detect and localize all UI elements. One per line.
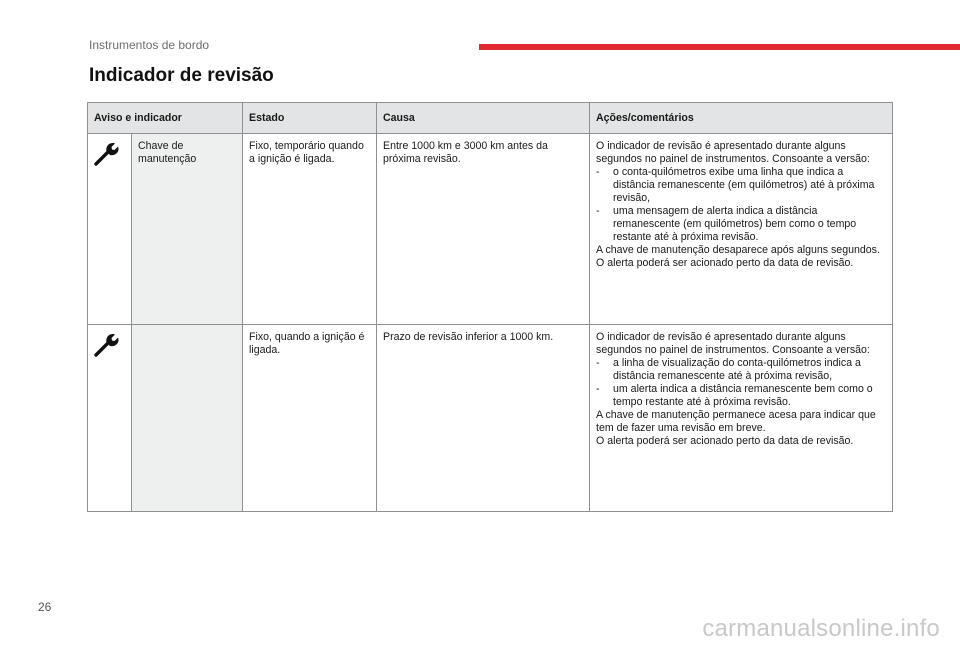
actions-note: A chave de manutenção permanece acesa para indicar que tem de fazer uma revisão em breve. (596, 409, 876, 434)
list-item: - uma mensagem de alerta indica a distância remanescente (em quilómetros) bem como o tempo restante até à próxima revisão. (596, 205, 886, 244)
state-cell: Fixo, quando a ignição é ligada. (243, 325, 377, 512)
actions-note: O alerta poderá ser acionado perto da data de revisão. (596, 257, 854, 269)
cause-cell: Entre 1000 km e 3000 km antes da próxima revisão. (377, 134, 590, 325)
column-header-state: Estado (243, 103, 377, 134)
wrench-icon (94, 331, 120, 357)
section-accent-bar (479, 44, 960, 50)
actions-cell (590, 325, 893, 512)
indicator-name: Chave de manutenção (132, 134, 243, 325)
actions-note: O alerta poderá ser acionado perto da data de revisão. (596, 435, 854, 447)
table-row (88, 325, 893, 512)
list-item: - o conta-quilómetros exibe uma linha que indica a distância remanescente (em quilómetros) até à próxima revisão, (596, 166, 886, 205)
cause-cell: Prazo de revisão inferior a 1000 km. (377, 325, 590, 512)
service-indicator-table (87, 102, 893, 512)
indicator-name (132, 325, 243, 512)
page-number: 26 (38, 600, 52, 614)
state-cell: Fixo, temporário quando a ignição é ligada. (243, 134, 377, 325)
icon-cell (88, 134, 132, 325)
list-item: - a linha de visualização do conta-quilómetros indica a distância remanescente até à próxima revisão, (596, 357, 886, 383)
actions-cell (590, 134, 893, 325)
actions-intro: O indicador de revisão é apresentado durante alguns segundos no painel de instrumentos. Consoante a versão: (596, 140, 870, 165)
actions-intro: O indicador de revisão é apresentado durante alguns segundos no painel de instrumentos. Consoante a versão: (596, 331, 870, 356)
icon-cell (88, 325, 132, 512)
actions-note: A chave de manutenção desaparece após alguns segundos. (596, 244, 880, 256)
table-row (88, 134, 893, 325)
column-header-cause: Causa (377, 103, 590, 134)
wrench-icon (94, 140, 120, 166)
watermark: carmanualsonline.info (702, 615, 940, 642)
page-title: Indicador de revisão (89, 65, 274, 86)
actions-list (596, 357, 886, 409)
section-label: Instrumentos de bordo (89, 38, 210, 52)
column-header-warning: Aviso e indicador (88, 103, 243, 134)
table-header-row (88, 103, 893, 134)
list-item: - um alerta indica a distância remanescente bem como o tempo restante até à próxima revisão. (596, 383, 886, 409)
actions-list (596, 166, 886, 244)
column-header-actions: Ações/comentários (590, 103, 893, 134)
